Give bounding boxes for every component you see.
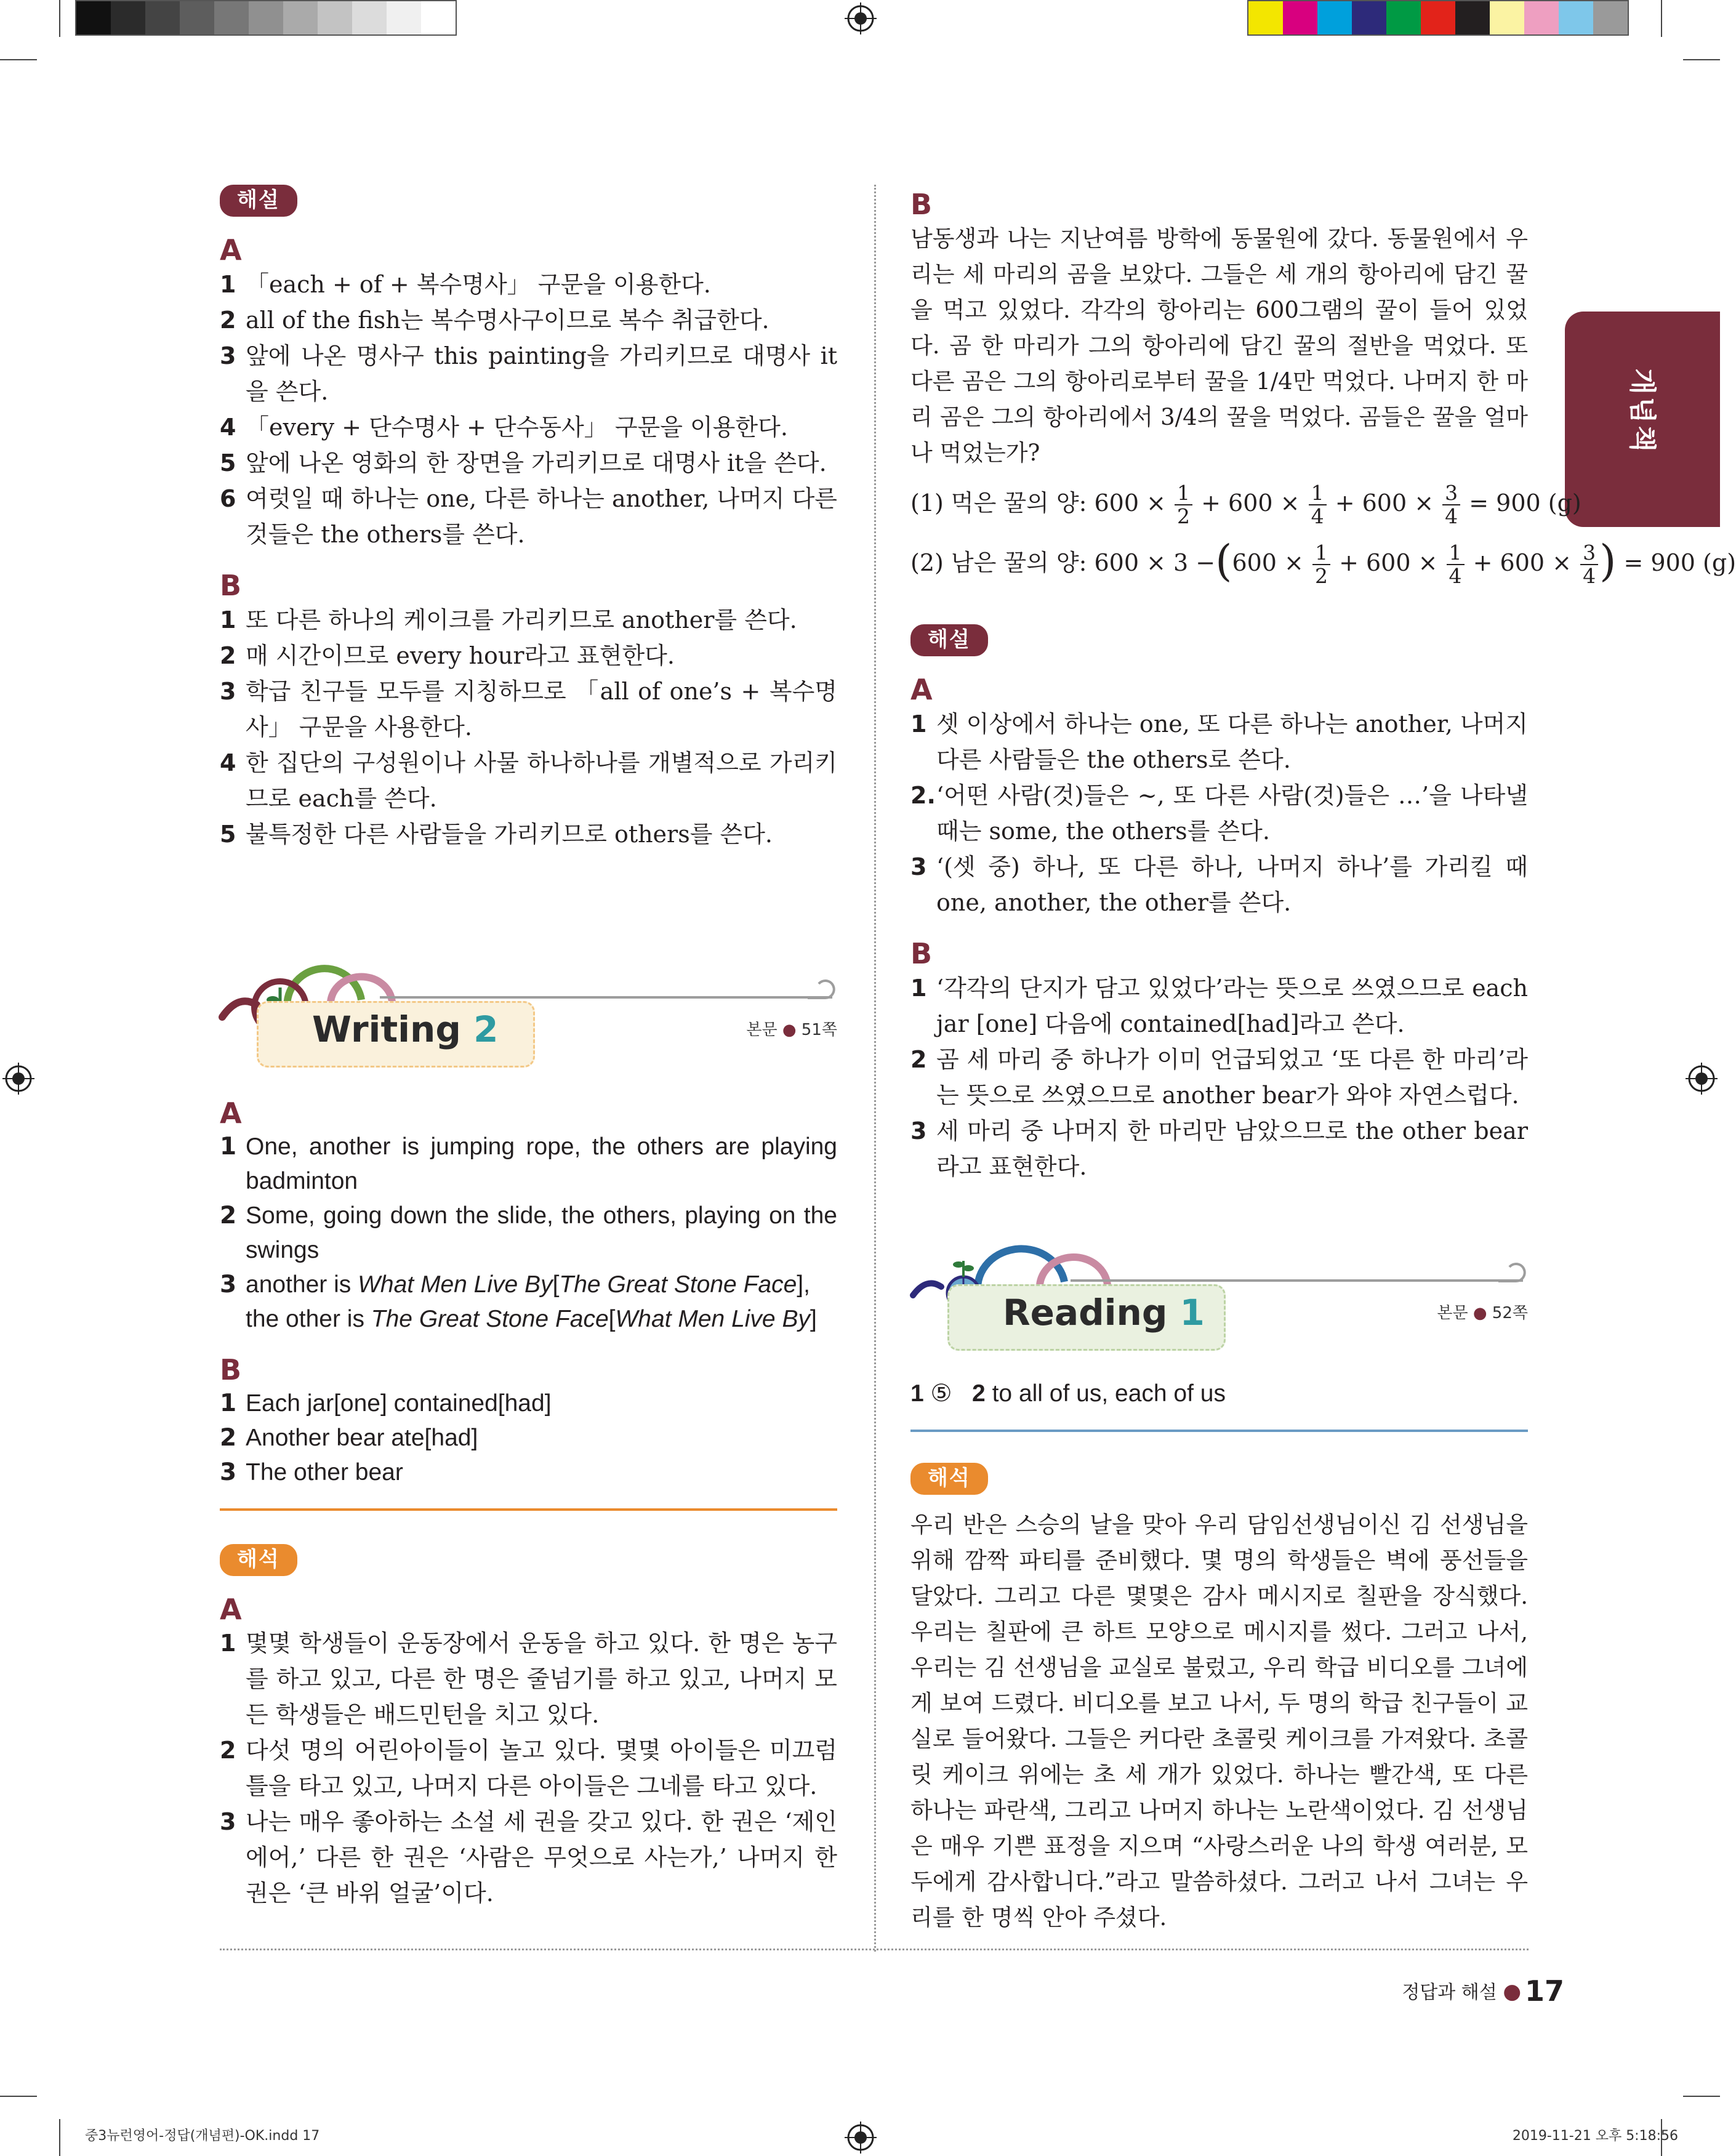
- list-item: 2 다섯 명의 어린아이들이 놀고 있다. 몇몇 아이들은 미끄럼틀을 타고 있고, 나머지 다른 아이들은 그네를 타고 있다.: [220, 1737, 837, 1800]
- list-item: 2 Another bear ate[had]: [220, 1423, 478, 1452]
- list-item: 2 all of the fish는 복수명사구이므로 복수 취급한다.: [220, 306, 770, 334]
- list-item: 3 another is What Men Live By[The Great Stone Face], the other is The Great Stone Face[What Men Live By]: [220, 1270, 817, 1332]
- list-item: 3 나는 매우 좋아하는 소설 세 권을 갖고 있다. 한 권은 ‘제인 에어,’ 다른 한 권은 ‘사람은 무엇으로 사는가,’ 나머지 한 권은 ‘큰 바위 얼굴’이다.: [220, 1808, 837, 1907]
- writing-b-list: [220, 1386, 837, 1490]
- banner-line: [380, 996, 832, 999]
- section-b-label: B: [910, 188, 933, 221]
- section-a-label: A: [910, 672, 933, 706]
- crop-mark: [59, 0, 60, 37]
- registration-mark-icon: [1686, 1063, 1718, 1095]
- writing-a-list: [220, 1130, 837, 1337]
- bear-problem-text: 남동생과 나는 지난여름 방학에 동물원에 갔다. 동물원에서 우리는 세 마리의 곰을 보았다. 그들은 세 개의 항아리에 담긴 꿀을 먹고 있었다. 각각의 항아리는 600그램의 꿀이 들어 있었다. 곰 한 마리가 그의 항아리에 담긴 꿀의 절반을 먹었다. 또 다른 곰은 그의 항아리로부터 꿀을 1/4만 먹었다. 나머지 한 마리 곰은 그의 항아리에서 3/4의 꿀을 먹었다. 곰들은 꿀을 얼마나 먹었는가?: [910, 225, 1528, 466]
- list-item: 4 「every + 단수명사 + 단수동사」 구문을 이용한다.: [220, 413, 788, 441]
- page-reference: 본문 ● 51쪽: [746, 1020, 837, 1039]
- left-column: [220, 185, 837, 1911]
- cmyk-color-bar: [1247, 0, 1629, 36]
- list-item: 3 앞에 나온 명사구 this painting을 가리키므로 대명사 it을 쓴다.: [220, 342, 837, 405]
- calculation-1: (1) 먹은 꿀의 양: 600 × $\frac{1}{2}$ + 600 × $\frac{1}{4}$ + 600 × $\frac{3}{4}$ = 900 (g): [910, 481, 1581, 529]
- side-tab: [1565, 312, 1720, 527]
- list-item: 1 One, another is jumping rope, the others are playing badminton: [220, 1132, 837, 1194]
- registration-mark-icon: [845, 2122, 877, 2154]
- list-item: 2. ‘어떤 사람(것)들은 ~, 또 다른 사람(것)들은 …’을 나타낼 때는 some, the others를 쓴다.: [910, 781, 1528, 845]
- list-item: 3 세 마리 중 나머지 한 마리만 남았으므로 the other bear라고 표현한다.: [910, 1117, 1528, 1180]
- crop-mark: [1683, 2096, 1720, 2097]
- list-item: 1 「each + of + 복수명사」 구문을 이용한다.: [220, 270, 711, 298]
- haeseol-b-list: [220, 602, 837, 852]
- section-a-label: A: [220, 1096, 242, 1130]
- list-item: 1 Each jar[one] contained[had]: [220, 1389, 552, 1417]
- crop-mark: [1683, 59, 1720, 60]
- haeseok-a-list: [220, 1625, 837, 1911]
- reading-banner: [910, 1252, 1528, 1363]
- haeseol-badge: 해설: [910, 624, 988, 656]
- reading-translation: 우리 반은 스승의 날을 맞아 우리 담임선생님이신 김 선생님을 위해 깜짝 파티를 준비했다. 몇 명의 학생들은 벽에 풍선들을 달았다. 그리고 다른 몇몇은 감사 메시지로 칠판을 장식했다. 우리는 칠판에 큰 하트 모양으로 메시지를 썼다. 그러고 나서, 우리는 김 선생님을 교실로 불렀고, 우리 학급 비디오를 그녀에게 보여 드렸다. 비디오를 보고 나서, 두 명의 학급 친구들이 교실로 들어왔다. 그들은 커다란 초콜릿 케이크를 가져왔다. 초콜릿 케이크 위에는 초 세 개가 있었다. 하나는 빨간색, 또 다른 하나는 파란색, 그리고 나머지 하나는 노란색이었다. 김 선생님은 매우 기쁜 표정을 지으며 “사랑스러운 나의 학생 여러분, 모두에게 감사합니다.”라고 말씀하셨다. 그러고 나서 그녀는 우리를 한 명씩 안아 주셨다.: [910, 1511, 1528, 1931]
- list-item: 4 한 집단의 구성원이나 사물 하나하나를 개별적으로 가리키므로 each를 쓴다.: [220, 749, 837, 812]
- calculation-2: (2) 남은 꿀의 양: 600 × 3 −(600 × $\frac{1}{2}$ + 600 × $\frac{1}{4}$ + 600 × $\frac{3}{4}$ ) = 900 (g): [910, 535, 1736, 589]
- list-item: 5 앞에 나온 영화의 한 장면을 가리키므로 대명사 it을 쓴다.: [220, 449, 827, 477]
- section-a-label: A: [220, 1592, 242, 1626]
- banner-line: [1071, 1279, 1523, 1282]
- list-item: 2 Some, going down the slide, the others, playing on the swings: [220, 1201, 837, 1263]
- haeseol-badge: 해설: [220, 185, 297, 217]
- registration-mark-icon: [845, 2, 877, 34]
- page-footer: 정답과 해설 ● 17: [1402, 1974, 1564, 2008]
- haeseok-badge: 해석: [910, 1463, 988, 1495]
- haeseol-a-list: [220, 267, 837, 552]
- slug-filename: 중3뉴런영어-정답(개념편)-OK.indd 17: [85, 2128, 320, 2144]
- writing-banner: [220, 969, 837, 1080]
- column-divider: [874, 185, 876, 1952]
- section-b-label: B: [220, 568, 242, 602]
- section-a-label: A: [220, 233, 242, 267]
- section-b-label: B: [220, 1353, 242, 1386]
- crop-mark: [1661, 0, 1662, 37]
- list-item: 3 The other bear: [220, 1458, 403, 1486]
- list-item: 1 ‘각각의 단지가 담고 있었다’라는 뜻으로 쓰였으므로 each jar [one] 다음에 contained[had]라고 쓴다.: [910, 974, 1528, 1037]
- list-item: 5 불특정한 다른 사람들을 가리키므로 others를 쓴다.: [220, 820, 773, 848]
- list-item: 3 ‘(셋 중) 하나, 또 다른 하나, 나머지 하나’를 가리킬 때 one, another, the other를 쓴다.: [910, 853, 1528, 916]
- list-item: 1 셋 이상에서 하나는 one, 또 다른 하나는 another, 나머지 다른 사람들은 the others로 쓴다.: [910, 710, 1528, 773]
- haeseok-badge: 해석: [220, 1544, 297, 1576]
- slug-date: 2019-11-21 오후 5:18:56: [1512, 2128, 1678, 2144]
- side-tab-label: 개념책: [1626, 368, 1658, 454]
- haeseol-b-list: [910, 970, 1528, 1185]
- list-item: 6 여럿일 때 하나는 one, 다른 하나는 another, 나머지 다른 것들은 the others를 쓴다.: [220, 485, 837, 548]
- reading-title: Reading 1: [1003, 1291, 1205, 1333]
- haeseol-a-list: [910, 706, 1528, 920]
- curl-icon: [1497, 1260, 1528, 1284]
- registration-mark-icon: [2, 1063, 34, 1095]
- list-item: 1 몇몇 학생들이 운동장에서 운동을 하고 있다. 한 명은 농구를 하고 있고, 다른 한 명은 줄넘기를 하고 있고, 나머지 모든 학생들은 배드민턴을 치고 있다.: [220, 1630, 837, 1729]
- page-reference: 본문 ● 52쪽: [1437, 1303, 1528, 1322]
- list-item: 1 또 다른 하나의 케이크를 가리키므로 another를 쓴다.: [220, 606, 797, 634]
- list-item: 3 학급 친구들 모두를 지칭하므로 「all of one’s + 복수명사」 구문을 사용한다.: [220, 677, 837, 741]
- list-item: 2 매 시간이므로 every hour라고 표현한다.: [220, 642, 675, 669]
- bottom-divider: [220, 1949, 1529, 1950]
- reading-answers: 1 ⑤ 2 to all of us, each of us: [910, 1380, 1226, 1407]
- page-number: 17: [1524, 1974, 1564, 2008]
- grayscale-color-bar: [75, 0, 457, 36]
- list-item: 2 곰 세 마리 중 하나가 이미 언급되었고 ‘또 다른 한 마리’라는 뜻으로 쓰였으므로 another bear가 와야 자연스럽다.: [910, 1045, 1528, 1109]
- writing-title: Writing 2: [312, 1008, 499, 1050]
- crop-mark: [0, 2096, 37, 2097]
- section-b-label: B: [910, 936, 933, 970]
- crop-mark: [0, 59, 37, 60]
- crop-mark: [59, 2119, 60, 2156]
- curl-icon: [806, 976, 837, 1001]
